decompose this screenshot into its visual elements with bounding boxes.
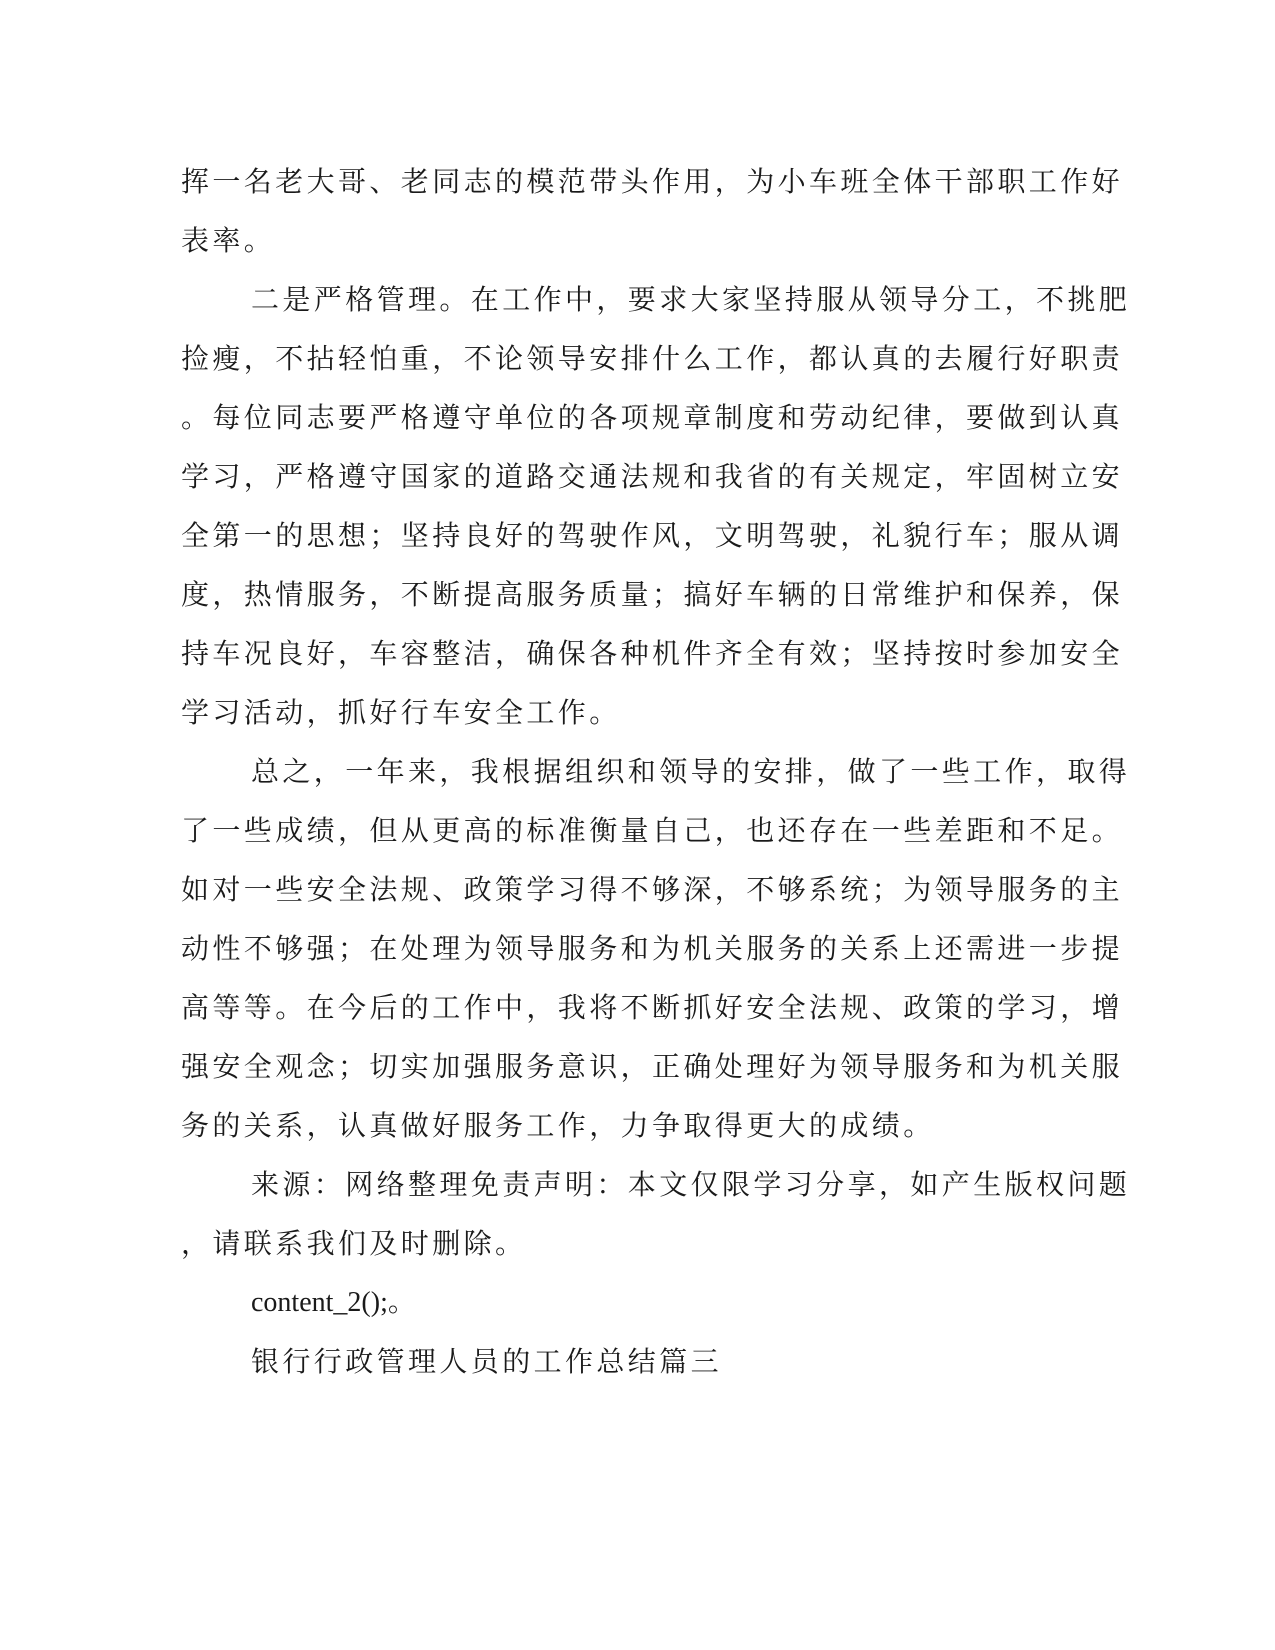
text-line: 全第一的思想；坚持良好的驾驶作风，文明驾驶，礼貌行车；服从调 — [181, 519, 1124, 552]
text-line: 了一些成绩，但从更高的标准衡量自己，也还存在一些差距和不足。 — [181, 814, 1124, 847]
text-line: 学习，严格遵守国家的道路交通法规和我省的有关规定，牢固树立安 — [181, 460, 1124, 493]
text-line: 如对一些安全法规、政策学习得不够深，不够系统；为领导服务的主 — [181, 873, 1124, 906]
text-line: 表率。 — [181, 224, 276, 257]
text-line: 度，热情服务，不断提高服务质量；搞好车辆的日常维护和保养，保 — [181, 578, 1124, 611]
text-line: 务的关系，认真做好服务工作，力争取得更大的成绩。 — [181, 1109, 935, 1142]
section-heading: 银行行政管理人员的工作总结篇三 — [251, 1345, 723, 1378]
text-line: 二是严格管理。在工作中，要求大家坚持服从领导分工，不挑肥 — [251, 283, 1131, 316]
text-line: 强安全观念；切实加强服务意识，正确处理好为领导服务和为机关服 — [181, 1050, 1124, 1083]
text-line: 挥一名老大哥、老同志的模范带头作用，为小车班全体干部职工作好 — [181, 165, 1124, 198]
text-line: 持车况良好，车容整洁，确保各种机件齐全有效；坚持按时参加安全 — [181, 637, 1124, 670]
text-line: 总之，一年来，我根据组织和领导的安排，做了一些工作，取得 — [251, 755, 1131, 788]
text-line: 。每位同志要严格遵守单位的各项规章制度和劳动纪律，要做到认真 — [181, 401, 1124, 434]
text-line: 学习活动，抓好行车安全工作。 — [181, 696, 621, 729]
text-line: 来源：网络整理免责声明：本文仅限学习分享，如产生版权问题 — [251, 1168, 1131, 1201]
text-line: 高等等。在今后的工作中，我将不断抓好安全法规、政策的学习，增 — [181, 991, 1124, 1024]
text-line: ，请联系我们及时删除。 — [181, 1227, 527, 1260]
text-line: 动性不够强；在处理为领导服务和为机关服务的关系上还需进一步提 — [181, 932, 1124, 965]
text-line: 捡瘦，不拈轻怕重，不论领导安排什么工作，都认真的去履行好职责 — [181, 342, 1124, 375]
code-text-line: content_2();。 — [251, 1287, 416, 1318]
